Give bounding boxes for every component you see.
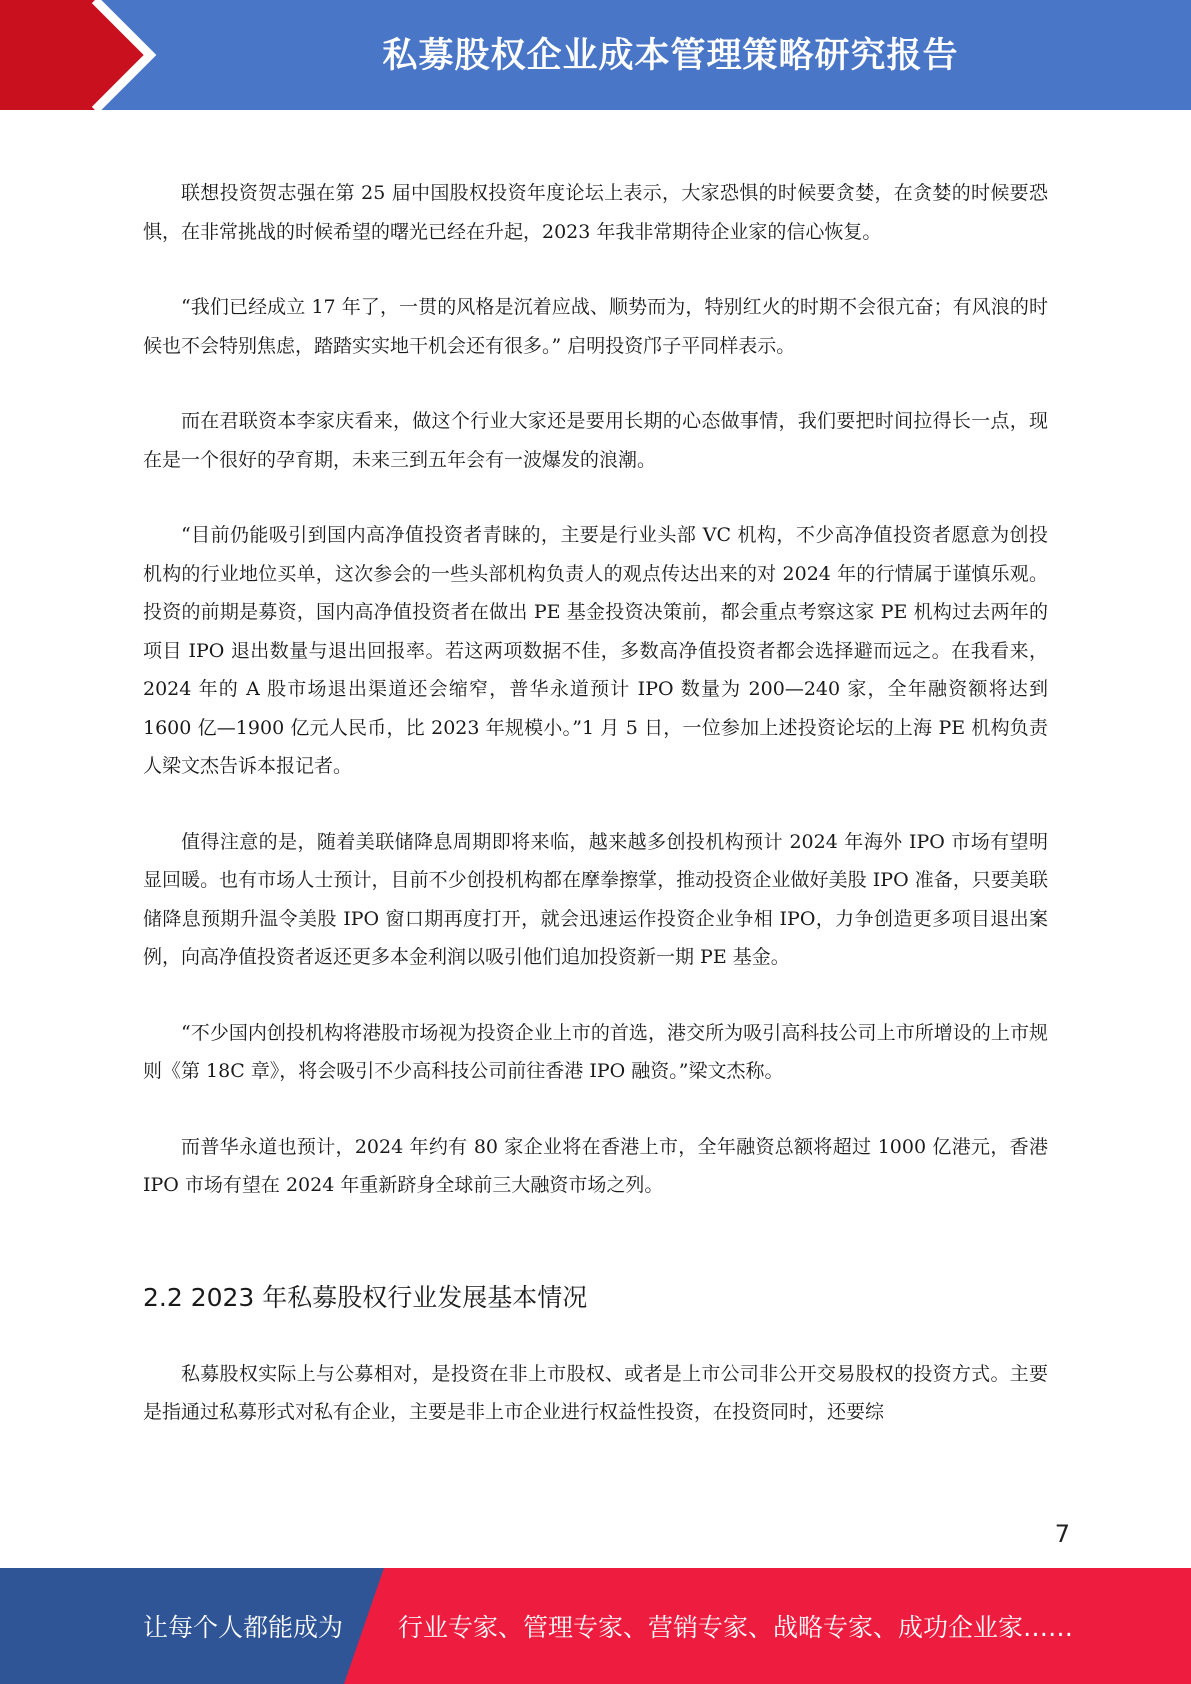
paragraph: 联想投资贺志强在第 25 届中国股权投资年度论坛上表示，大家恐惧的时候要贪婪，在贪婪的时候要恐惧，在非常挑战的时候希望的曙光已经在升起，2023 年我非常期待企业家的信心恢复。 — [143, 182, 1048, 243]
page-content — [143, 174, 1048, 1469]
page-header — [0, 0, 1191, 110]
paragraph: 而普华永道也预计，2024 年约有 80 家企业将在香港上市，全年融资总额将超过 1000 亿港元，香港 IPO 市场有望在 2024 年重新跻身全球前三大融资市场之列。 — [143, 1135, 1048, 1196]
paragraph: “我们已经成立 17 年了，一贯的风格是沉着应战、顺势而为，特别红火的时期不会很亢奋；有风浪的时候也不会特别焦虑，踏踏实实地干机会还有很多。” 启明投资邝子平同样表示。 — [143, 296, 1048, 357]
paragraph: 私募股权实际上与公募相对，是投资在非上市股权、或者是上市公司非公开交易股权的投资方式。主要是指通过私募形式对私有企业，主要是非上市企业进行权益性投资，在投资同时，还要综 — [143, 1362, 1048, 1423]
paragraph: 值得注意的是，随着美联储降息周期即将来临，越来越多创投机构预计 2024 年海外 IPO 市场有望明显回暖。也有市场人士预计，目前不少创投机构都在摩拳擦掌，推动投资企业做好美股 IPO 准备，只要美联储降息预期升温令美股 IPO 窗口期再度打开，就会迅速运作投资企业争相 IPO，力争创造更多项目退出案例，向高净值投资者返还更多本金利润以吸引他们追加投资新一期 PE 基金。 — [143, 830, 1048, 968]
paragraph: “不少国内创投机构将港股市场视为投资企业上市的首选，港交所为吸引高科技公司上市所增设的上市规则《第 18C 章》，将会吸引不少高科技公司前往香港 IPO 融资。”梁文杰称。 — [143, 1021, 1048, 1082]
paragraph: “目前仍能吸引到国内高净值投资者青睐的，主要是行业头部 VC 机构，不少高净值投资者愿意为创投机构的行业地位买单，这次参会的一些头部机构负责人的观点传达出来的对 2024 年的行情属于谨慎乐观。投资的前期是募资，国内高净值投资者在做出 PE 基金投资决策前，都会重点考察这家 PE 机构过去两年的项目 IPO 退出数量与退出回报率。若这两项数据不佳，多数高净值投资者都会选择避而远之。在我看来，2024 年的 A 股市场退出渠道还会缩窄，普华永道预计 IPO 数量为 200—240 家，全年融资额将达到 1600 亿—1900 亿元人民币，比 2023 年规模小。”1 月 5 日，一位参加上述投资论坛的上海 PE 机构负责人梁文杰告诉本报记者。 — [143, 524, 1048, 777]
paragraph: 而在君联资本李家庆看来，做这个行业大家还是要用长期的心态做事情，我们要把时间拉得长一点，现在是一个很好的孕育期，未来三到五年会有一波爆发的浪潮。 — [143, 410, 1048, 471]
page-footer — [0, 1568, 1191, 1684]
footer-slogan-left: 让每个人都能成为 — [143, 1613, 344, 1642]
document-title: 私募股权企业成本管理策略研究报告 — [382, 36, 959, 76]
footer-slogan-right: 行业专家、管理专家、营销专家、战略专家、成功企业家…… — [398, 1613, 1074, 1642]
section-heading: 2.2 2023 年私募股权行业发展基本情况 — [143, 1282, 588, 1312]
page-number: 7 — [1054, 1520, 1070, 1548]
